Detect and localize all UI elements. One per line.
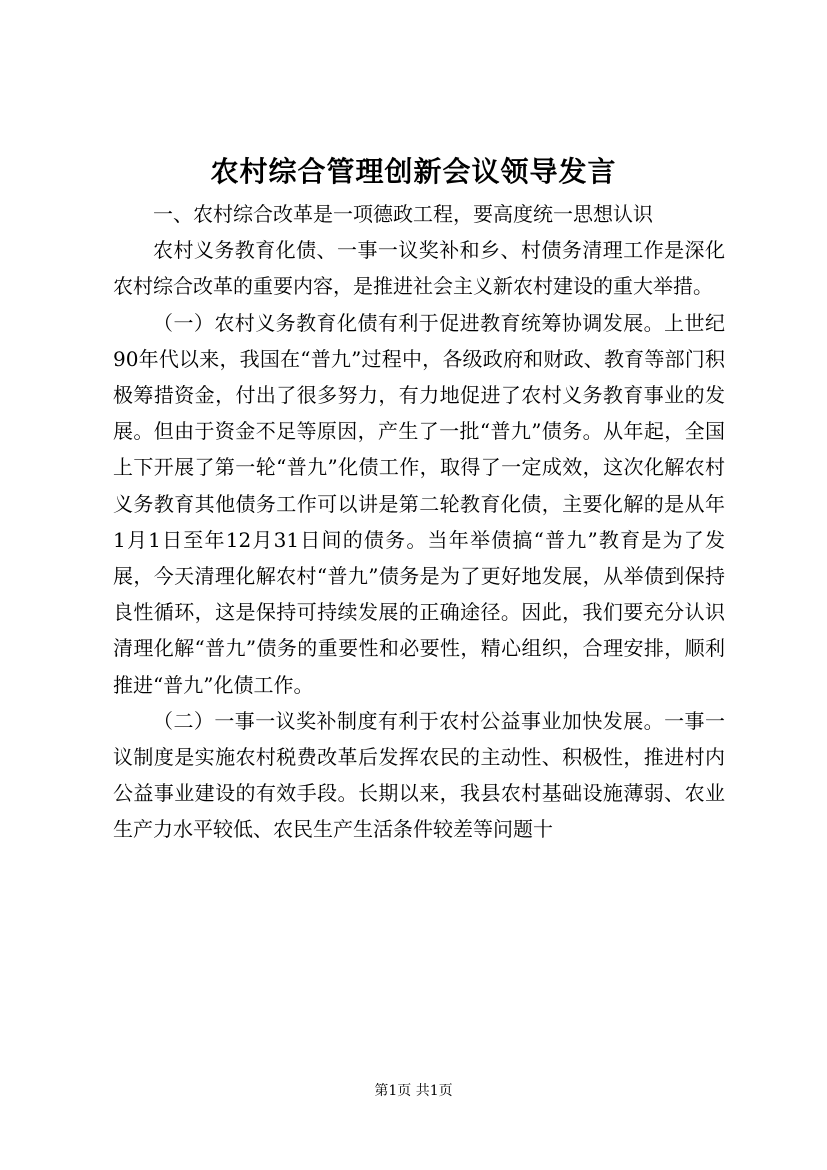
paragraph-one-matter-one-discussion: （二）一事一议奖补制度有利于农村公益事业加快发展。一事一议制度是实施农村税费改革后发挥农民的主动性、积极性，推进村内公益事业建设的有效手段。长期以来，我县农村基础设施薄弱、农业生产力水平较低、农民生产生活条件较差等问题十: [113, 708, 725, 842]
document-title: 农村综合管理创新会议领导发言: [210, 155, 617, 188]
paragraph-education-debt: （一）农村义务教育化债有利于促进教育统筹协调发展。上世纪90年代以来，我国在“普九”过程中，各级政府和财政、教育等部门积极筹措资金，付出了很多努力，有力地促进了农村义务教育事业的发展。但由于资金不足等原因，产生了一批“普九”债务。从年起，全国上下开展了第一轮“普九”化债工作，取得了一定成效，这次化解农村义务教育其他债务工作可以讲是第二轮教育化债，主要化解的是从年1月1日至年12月31日间的债务。当年举债搞“普九”教育是为了发展，今天清理化解农村“普九”债务是为了更好地发展，从举债到保持良性循环，这是保持可持续发展的正确途径。因此，我们要充分认识清理化解“普九”债务的重要性和必要性，精心组织，合理安排，顺利推进“普九”化债工作。: [113, 310, 725, 697]
document-body: [113, 196, 725, 848]
page-footer: 第1页 共1页: [374, 1083, 453, 1099]
section-heading: 一、农村综合改革是一项德政工程，要高度统一思想认识: [153, 202, 653, 226]
paragraph-intro: 农村义务教育化债、一事一议奖补和乡、村债务清理工作是深化农村综合改革的重要内容，是推进社会主义新农村建设的重大举措。: [113, 238, 725, 299]
